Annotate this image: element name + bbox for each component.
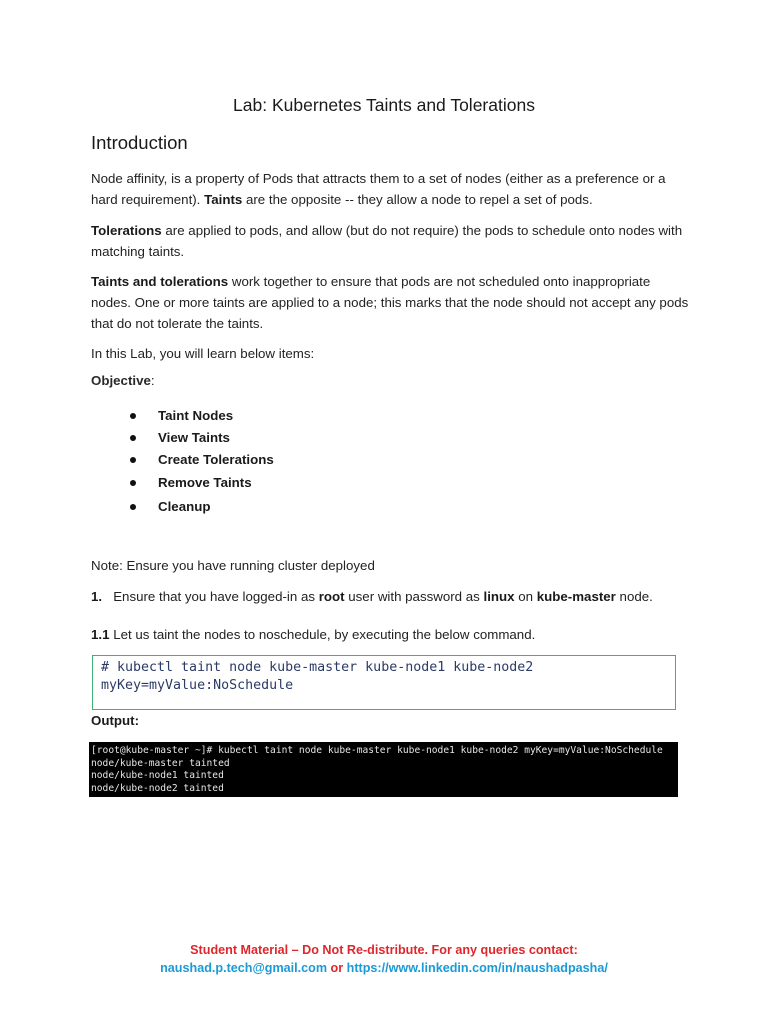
list-item bbox=[130, 428, 274, 450]
step-1-text: node. bbox=[619, 589, 653, 604]
list-item bbox=[130, 472, 274, 496]
paragraph-tolerations bbox=[91, 220, 691, 262]
terminal-line: node/kube-node1 tainted bbox=[91, 770, 224, 782]
bold-term-taints-and-tolerations: Taints and tolerations bbox=[91, 274, 229, 289]
paragraph-text: In this Lab, you will learn below items: bbox=[91, 346, 315, 361]
command-code-block[interactable] bbox=[92, 655, 676, 710]
terminal-line: [root@kube-master ~]# kubectl taint node kube-master kube-node1 kube-node2 myKey=myValue:NoSchedule bbox=[91, 745, 663, 756]
step-1-node: kube-master bbox=[536, 589, 616, 604]
list-item bbox=[130, 496, 274, 520]
bold-term-taints: Taints bbox=[204, 192, 243, 207]
paragraph-node-affinity bbox=[91, 168, 691, 210]
command-line: myKey=myValue:NoSchedule bbox=[101, 678, 294, 693]
document-title: Lab: Kubernetes Taints and Tolerations bbox=[233, 95, 535, 115]
section-heading-introduction: Introduction bbox=[91, 132, 188, 153]
footer-linkedin-link[interactable]: https://www.linkedin.com/in/naushadpasha/ bbox=[346, 961, 608, 975]
bullet-icon bbox=[130, 480, 136, 486]
step-1-number: 1. bbox=[91, 589, 103, 604]
step-1 bbox=[91, 586, 691, 607]
paragraph-taints-and-tolerations bbox=[91, 271, 691, 334]
list-item-label: Taint Nodes bbox=[158, 408, 234, 423]
step-1-text: on bbox=[518, 589, 534, 604]
footer-or: or bbox=[330, 961, 344, 975]
bullet-icon bbox=[130, 413, 136, 419]
list-item bbox=[130, 450, 274, 472]
objective-label bbox=[91, 373, 155, 388]
list-item-label: Remove Taints bbox=[158, 475, 252, 490]
note-label: Note: Ensure you have running cluster deployed bbox=[91, 558, 375, 573]
step-1-1 bbox=[91, 624, 691, 645]
step-1-root: root bbox=[318, 589, 345, 604]
paragraph-text: are applied to pods, and allow (but do not require) the pods to schedule onto nodes with matching taints. bbox=[91, 223, 683, 259]
objective-label-text: Objective bbox=[91, 373, 151, 388]
terminal-line: node/kube-master tainted bbox=[91, 757, 230, 769]
terminal-line: node/kube-node2 tainted bbox=[91, 782, 224, 794]
list-item-label: Create Tolerations bbox=[158, 452, 274, 467]
paragraph-lab-items bbox=[91, 343, 691, 364]
step-1-1-text: Let us taint the nodes to noschedule, by executing the below command. bbox=[113, 627, 536, 642]
step-1-linux: linux bbox=[483, 589, 515, 604]
footer-email-link[interactable]: naushad.p.tech@gmail.com bbox=[160, 961, 328, 975]
command-line: # kubectl taint node kube-master kube-node1 kube-node2 bbox=[101, 660, 534, 675]
step-1-text: Ensure that you have logged-in as bbox=[113, 589, 315, 604]
list-item-label: View Taints bbox=[158, 430, 230, 445]
paragraph-text: are the opposite -- they allow a node to repel a set of pods. bbox=[245, 192, 593, 207]
footer-contact bbox=[0, 961, 768, 975]
footer-notice: Student Material – Do Not Re-distribute. For any queries contact: bbox=[190, 943, 578, 957]
output-label: Output: bbox=[91, 713, 139, 728]
objective-list bbox=[130, 406, 274, 520]
bullet-icon bbox=[130, 435, 136, 441]
paragraph-text: Node affinity, is a property of Pods that attracts them to a set of nodes (either as a preference or a hard requirement). bbox=[91, 171, 666, 207]
paragraph-text: work together to ensure that pods are not scheduled onto inappropriate nodes. One or more taints are applied to a node; this marks that the node should not accept any pods that do not tolerate the taints. bbox=[91, 274, 689, 331]
bullet-icon bbox=[130, 457, 136, 463]
bullet-icon bbox=[130, 504, 136, 510]
list-item bbox=[130, 406, 274, 428]
step-1-1-number: 1.1 bbox=[91, 627, 110, 642]
bold-term-tolerations: Tolerations bbox=[91, 223, 162, 238]
terminal-output bbox=[89, 742, 678, 797]
note-text bbox=[91, 555, 691, 576]
objective-colon: : bbox=[150, 373, 155, 388]
step-1-text: user with password as bbox=[348, 589, 480, 604]
list-item-label: Cleanup bbox=[158, 499, 211, 514]
